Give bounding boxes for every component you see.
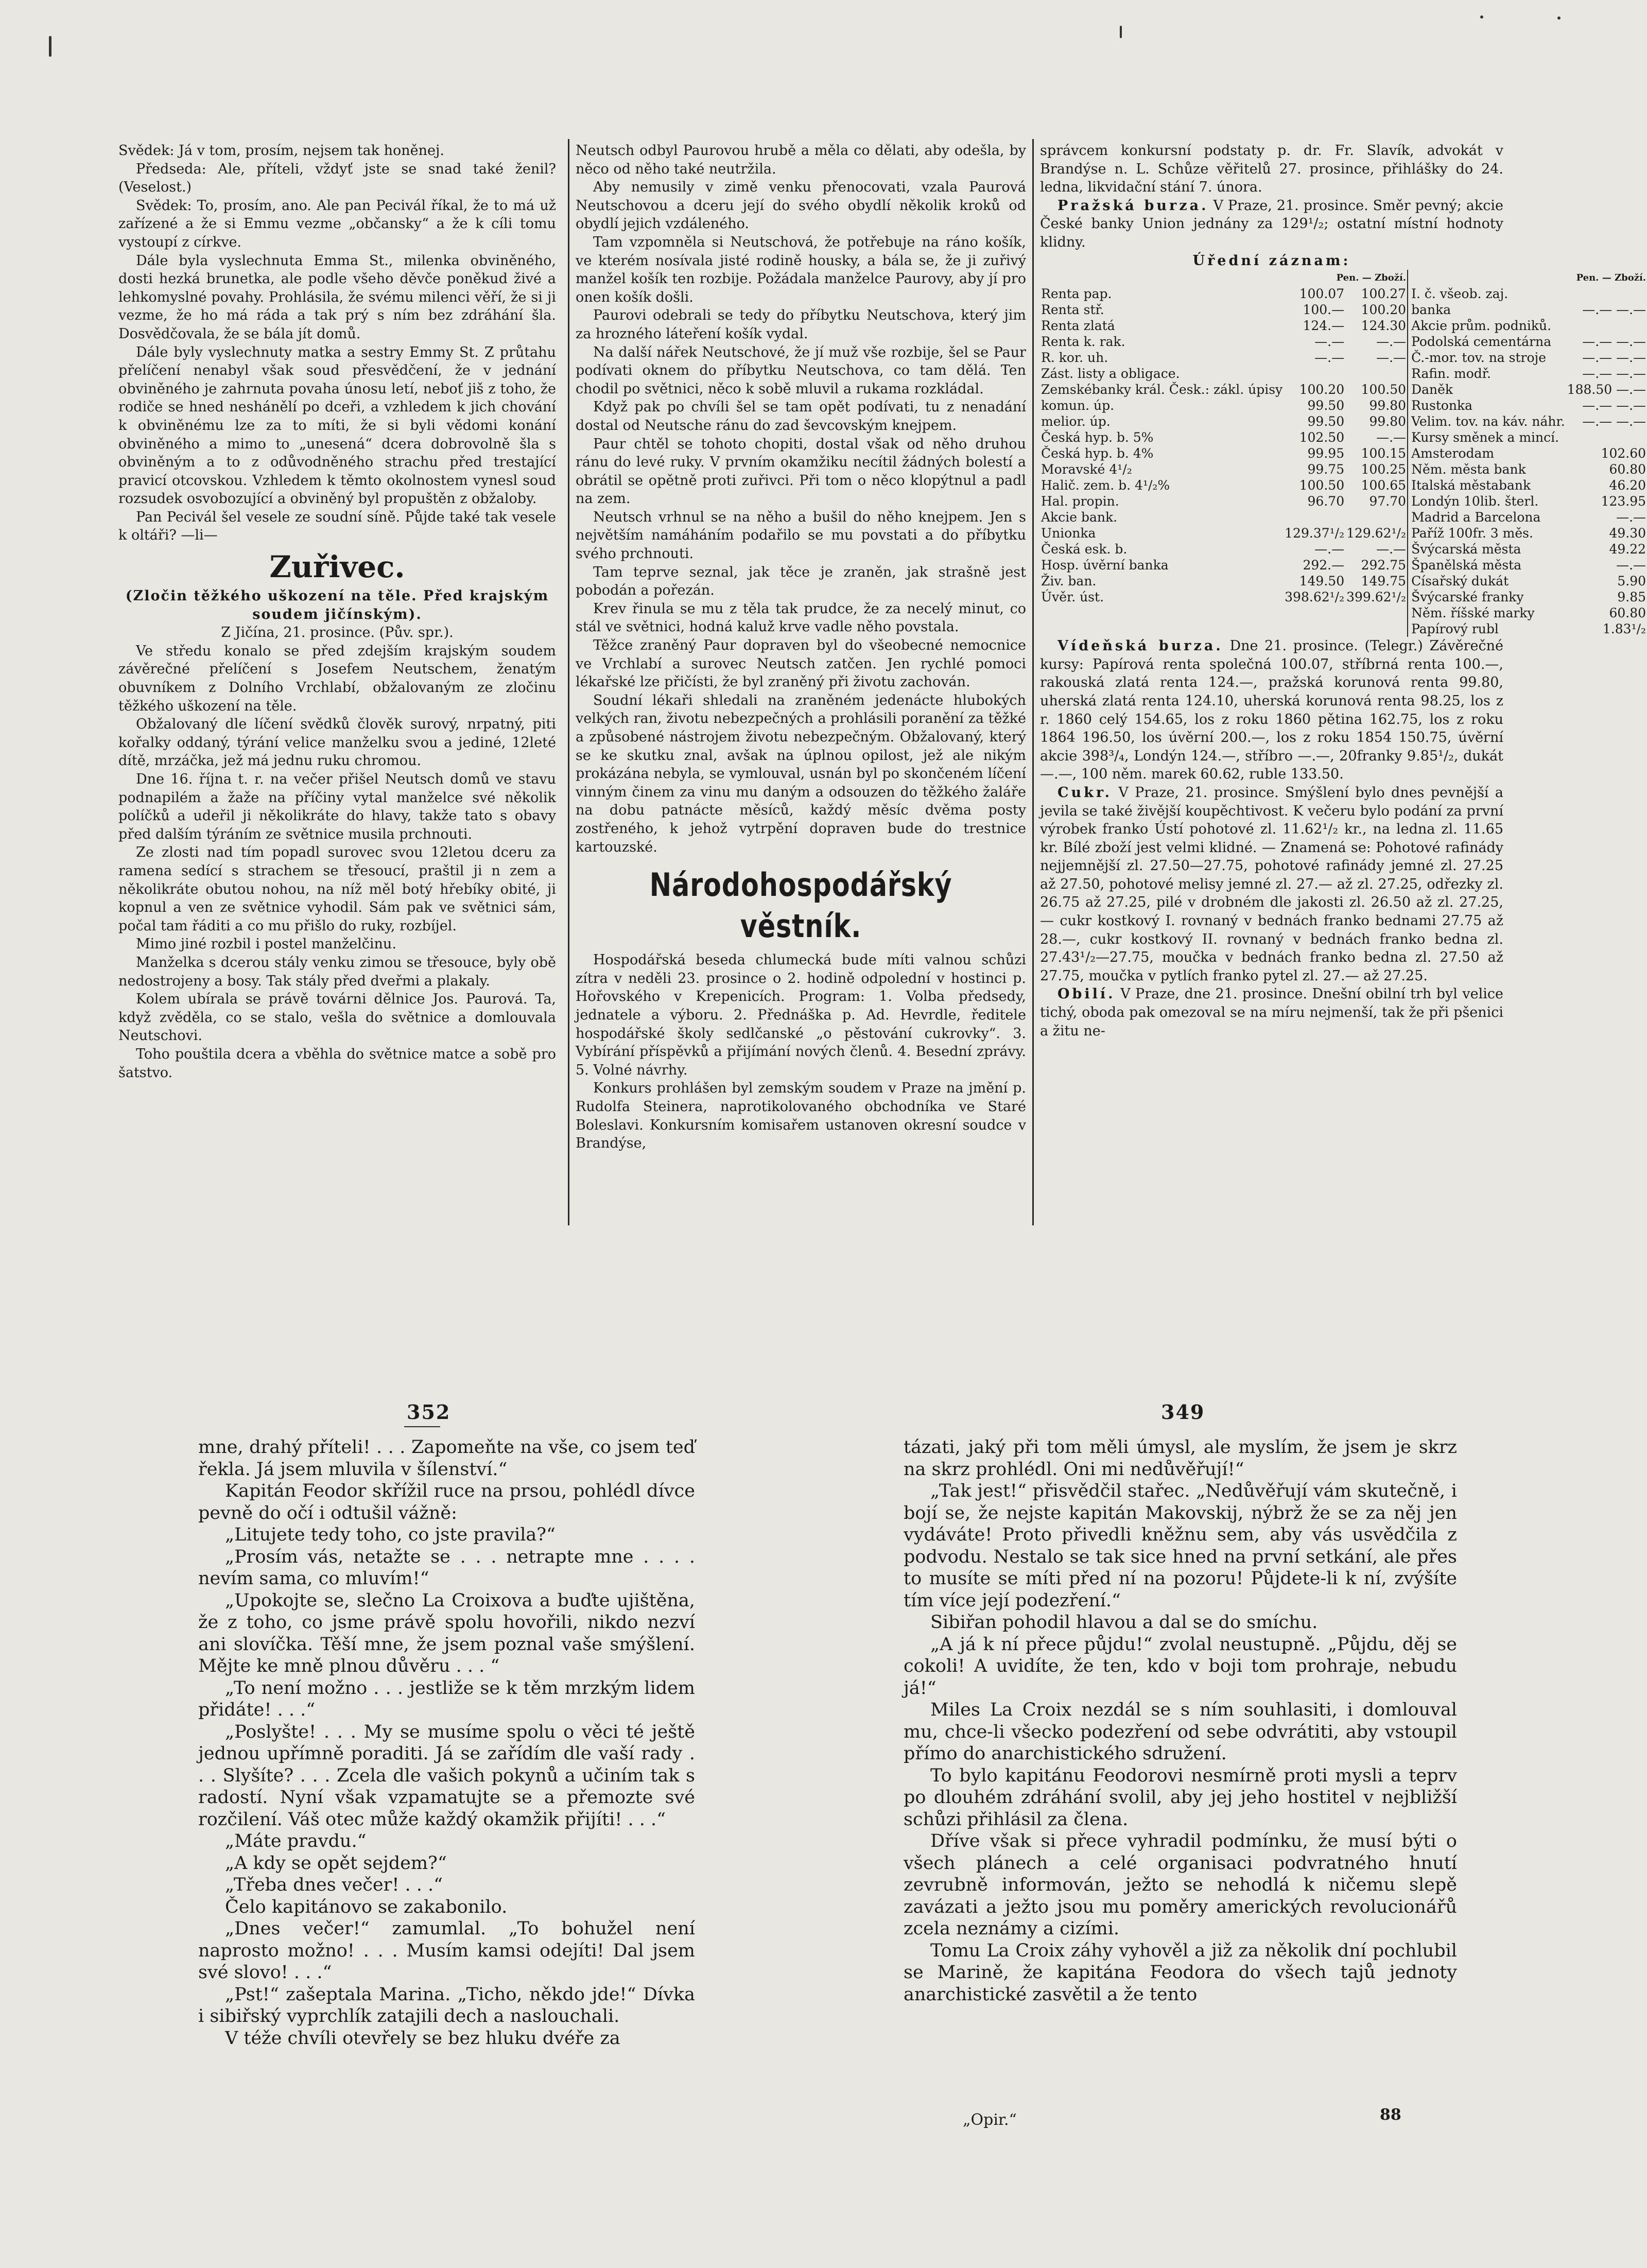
paragraph: Ve středu konalo se před zdejším krajským soudem závěrečné přelíčení s Josefem Neutschem, ženatým obuvníkem z Dolního Vrchlabí, obžalovaným ze zločinu těžkého uškození na těle. bbox=[118, 643, 556, 714]
paragraph: Svědek: Já v tom, prosím, nejsem tak honěnej. bbox=[118, 143, 444, 159]
table-cell: 99.80 bbox=[1369, 414, 1407, 429]
court-witness-section bbox=[118, 142, 556, 545]
table-cell: 46.20 bbox=[1609, 478, 1646, 493]
table-row bbox=[1040, 573, 1647, 589]
table-cell: Zemskébanky král. Česk.: zákl. úpisy bbox=[1041, 382, 1283, 397]
table-cell: Císařský dukát bbox=[1408, 573, 1566, 589]
table-cell: 49.30 bbox=[1609, 526, 1646, 541]
paragraph: správcem konkursní podstaty p. dr. Fr. Slavík, advokát v Brandýse n. L. Schůze věřitelů 27. prosince, přihlášky do 24. ledna, likvidační stání 7. února. bbox=[1040, 143, 1503, 196]
table-cell: Renta k. rak. bbox=[1041, 334, 1125, 350]
table-cell: 99.50 bbox=[1307, 414, 1345, 429]
page-number-underline bbox=[404, 1426, 440, 1427]
table-row bbox=[1040, 445, 1647, 461]
paragraph: Svědek: To, prosím, ano. Ale pan Pecivál říkal, že to má už zařízené a že si Emmu vezme „občansky“ a že k cíli tomu vystoupí z církve. bbox=[118, 197, 556, 250]
table-cell: Úvěr. úst. bbox=[1041, 590, 1104, 605]
table-header-row bbox=[1040, 270, 1647, 286]
page-number-left: 352 bbox=[407, 1400, 451, 1424]
table-row bbox=[1040, 621, 1647, 637]
table-cell: 188.50 —.— bbox=[1567, 382, 1646, 397]
paragraph: Když pak po chvíli šel se tam opět podívati, tu z nenadání dostal od Neutsche ránu do zad ševcovským knejpem. bbox=[576, 399, 1026, 434]
table-cell: Akcie prům. podniků. bbox=[1408, 318, 1566, 334]
table-cell: —.— bbox=[1376, 350, 1407, 366]
table-cell bbox=[1345, 509, 1408, 525]
paragraph: Soudní lékaři shledali na zraněném jedenácte hlubokých velkých ran, životu nebezpečných a prohlásili poranění za těžké a způsobené nástrojem životu nebezpečným. Obžalovaný, který se ke skutku znal, avšak na úplnou opilost, jež ale nikým prokázána nebyla, se vymlouval, usnán byl po skončeném líčení vinným činem za vinu mu daným a odsouzen do těžkého žaláře na dobu patnácte měsíců, každý měsíc dvěma posty zostřeného, k jehož vytrpění dopraven bude do trestnice kartouzské. bbox=[576, 692, 1026, 855]
subsection-heading: Úřední záznam: bbox=[1192, 252, 1351, 269]
table-cell: —.— bbox=[1314, 350, 1345, 366]
table-row bbox=[1040, 286, 1647, 302]
paragraph: Dále byly vyslechnuty matka a sestry Emmy St. Z průtahu přelíčení nenabyl však soud přesvědčení, že v jednání obviněného je zahrnuta povaha únosu letí, neboť jiš z toho, že rodiče se hned neshánělí po dceři, a vzhledem k jich chování k obviněnému lze za to míti, že si byli vědomi konání obviněného a mimo to „unesená“ dcera dobrovolně šla s obviněným a to z odůvodněného strachu před trestající pravicí otcovskou. Vzhledem k těmto okolnostem vynesl soud rozsudek osvobozující a obviněný byl propuštěn z obžaloby. bbox=[118, 344, 556, 507]
table-cell: 100.25 bbox=[1361, 462, 1407, 477]
table-row bbox=[1040, 350, 1647, 366]
table-cell: 129.37¹/₂ bbox=[1285, 526, 1345, 541]
paragraph: Dne 16. října t. r. na večer přišel Neutsch domů ve stavu podnapilém a žaže na příčiny vytal manželce své několik políčků a udeřil ji několikráte do hlavy, takže tato s obavy před dalším týráním ze světnice musila prchnouti. bbox=[118, 771, 556, 842]
story-left-column bbox=[198, 1436, 695, 2152]
table-cell: Podolská cementárna bbox=[1408, 334, 1566, 350]
paragraph: Konkurs prohlášen byl zemským soudem v Praze na jmění p. Rudolfa Steinera, naprotikolovaného obchodníka ve Staré Boleslavi. Konkursním komisařem ustanoven okresní soudce v Brandýse, bbox=[576, 1080, 1026, 1152]
table-cell: 60.80 bbox=[1609, 605, 1646, 621]
paragraph: Sibiřan pohodil hlavou a dal se do smíchu. bbox=[930, 1612, 1318, 1633]
table-cell bbox=[1284, 621, 1345, 637]
dateline: Z Jičína, 21. prosince. (Pův. spr.). bbox=[221, 625, 454, 641]
table-cell: 292.— bbox=[1303, 558, 1345, 573]
table-cell: 149.50 bbox=[1299, 574, 1345, 589]
table-cell: Amsterodam bbox=[1408, 445, 1566, 461]
table-cell: Akcie bank. bbox=[1041, 510, 1118, 525]
table-cell: —.— bbox=[1314, 334, 1345, 350]
page-number-right: 349 bbox=[1161, 1400, 1205, 1424]
table-cell: 97.70 bbox=[1369, 494, 1407, 509]
table-row bbox=[1040, 334, 1647, 350]
table-row bbox=[1040, 525, 1647, 541]
table-cell: Renta stř. bbox=[1041, 302, 1104, 318]
table-cell: Halič. zem. b. 4¹/₂% bbox=[1041, 478, 1170, 493]
table-cell: 399.62¹/₂ bbox=[1346, 590, 1407, 605]
table-cell bbox=[1566, 429, 1647, 445]
subsection-heading: Obilí. bbox=[1057, 986, 1116, 1002]
table-row bbox=[1040, 461, 1647, 477]
subsection-heading: Pražská burza. bbox=[1057, 197, 1209, 214]
table-cell: —.— —.— bbox=[1582, 334, 1646, 350]
table-cell: —.— —.— bbox=[1582, 302, 1646, 318]
table-cell bbox=[1345, 366, 1408, 382]
article-heading: Zuřivec. bbox=[269, 549, 405, 585]
paragraph: Tam teprve seznal, jak těce je zraněn, jak strašně jest pobodán a pořezán. bbox=[576, 564, 1026, 599]
table-cell: Unionka bbox=[1041, 526, 1096, 541]
table-cell: Londýn 10lib. šterl. bbox=[1408, 493, 1566, 509]
table-cell bbox=[1345, 621, 1408, 637]
table-cell bbox=[1284, 605, 1345, 621]
paragraph: Těžce zraněný Paur dopraven byl do všeobecné nemocnice ve Vrchlabí a surovec Neutsch zatčen. Jen rychlé pomoci lékařské lze přičísti, že byl zraněný při životu zachován. bbox=[576, 637, 1026, 690]
table-row bbox=[1040, 429, 1647, 445]
table-cell: —.— bbox=[1616, 510, 1646, 525]
table-cell bbox=[1345, 605, 1408, 621]
table-cell bbox=[1040, 621, 1284, 637]
paragraph: „Dnes večer!“ zamumlal. „To bohužel není naprosto možno! . . . Musím kamsi odejíti! Dal jsem své slovo! . . .“ bbox=[198, 1918, 695, 1983]
table-cell: 100.20 bbox=[1299, 382, 1345, 397]
table-cell: 100.07 bbox=[1299, 286, 1345, 302]
table-row bbox=[1040, 541, 1647, 557]
table-cell: Živ. ban. bbox=[1041, 574, 1097, 589]
table-row bbox=[1040, 413, 1647, 429]
zurivec-article bbox=[118, 642, 556, 1082]
paragraph: Pan Pecivál šel vesele ze soudní síně. Půjde také tak vesele k oltáři? —li— bbox=[118, 509, 556, 544]
table-cell: Česká hyp. b. 4% bbox=[1041, 446, 1154, 461]
table-cell: 100.15 bbox=[1361, 446, 1407, 461]
table-cell: 292.75 bbox=[1361, 558, 1407, 573]
table-cell: Rafin. modř. bbox=[1408, 366, 1566, 382]
paragraph: „Tak jest!“ přisvědčil stařec. „Nedůvěřují vám skutečně, i bojí se, že nejste kapitán Makovskij, nýbrž že se za něj jen vydáváte! Proto přivedli kněžnu sem, aby vás usvědčila z podvodu. Nestalo se tak sice hned na první setkání, ale přes to musíte se míti před ní na pozoru! Půjdete-li k ní, zvýšíte tím více její podezření.“ bbox=[904, 1481, 1457, 1611]
paragraph: Kolem ubírala se právě továrni dělnice Jos. Paurová. Ta, když zvěděla, co se stalo, vešla do světnice a domlouvala Neutschovi. bbox=[118, 991, 556, 1044]
table-cell: Česká esk. b. bbox=[1041, 542, 1128, 557]
table-cell: 102.50 bbox=[1299, 430, 1345, 445]
subsection-heading: Vídeňská burza. bbox=[1057, 638, 1223, 654]
paragraph: Neutsch vrhnul se na něho a bušil do něho knejpem. Jen s největším namáháním podařilo se mu povstati a do příbytku svého prchnouti. bbox=[576, 509, 1026, 562]
table-cell: 99.50 bbox=[1307, 398, 1345, 413]
paragraph: „A já k ní přece půjdu!“ zvolal neustupně. „Půjdu, děj se cokoli! A uvidíte, že ten, kdo v boji tom prohraje, nebudu já!“ bbox=[904, 1634, 1457, 1699]
paragraph: Dříve však si přece vyhradil podmínku, že musí býti o všech plánech a celé organisaci podvratného hnutí zevrubně informován, ježto se nehodlá k ničemu slepě zavázati a ježto jsou mu poměry amerických revolucionářů zcela neznámy a cizími. bbox=[904, 1831, 1457, 1939]
table-cell: Španělská města bbox=[1408, 557, 1566, 573]
table-row bbox=[1040, 477, 1647, 493]
table-row bbox=[1040, 557, 1647, 573]
table-cell: Renta zlatá bbox=[1041, 318, 1115, 334]
table-cell: 100.20 bbox=[1361, 302, 1407, 318]
paragraph: Paur chtěl se tohoto chopiti, dostal však od něho druhou ránu do levé ruky. V prvním okamžiku necítil žádných bolestí a obrátil se opětně proti zuřivci. Při tom o něco klopýtnul a padl na zem. bbox=[576, 436, 1026, 507]
paragraph: „A kdy se opět sejdem?“ bbox=[225, 1853, 447, 1874]
table-cell: Papírový rubl bbox=[1408, 621, 1566, 637]
table-row bbox=[1040, 605, 1647, 621]
table-cell: Renta pap. bbox=[1041, 286, 1112, 302]
table-cell: Česká hyp. b. 5% bbox=[1041, 430, 1154, 445]
table-cell: —.— —.— bbox=[1582, 398, 1646, 413]
paragraph: To bylo kapitánu Feodorovi nesmírně proti mysli a teprv po dlouhém zdráhání svolil, aby jej jeho hostitel v nejbližší schůzi přihlásil za člena. bbox=[904, 1765, 1457, 1830]
table-cell: 99.95 bbox=[1307, 446, 1345, 461]
table-cell: Hosp. úvěrní banka bbox=[1041, 558, 1169, 573]
table-cell bbox=[1566, 318, 1647, 334]
table-cell: Švýcarské franky bbox=[1408, 589, 1566, 605]
table-cell: Rustonka bbox=[1408, 397, 1566, 413]
table-cell: Madrid a Barcelona bbox=[1408, 509, 1566, 525]
table-cell: 149.75 bbox=[1361, 574, 1407, 589]
table-cell: Něm. města bank bbox=[1408, 461, 1566, 477]
table-cell: 49.22 bbox=[1609, 542, 1646, 557]
paragraph: „Pst!“ zašeptala Marina. „Ticho, někdo jde!“ Dívka i sibiřský vyprchlík zatajili dech a naslouchali. bbox=[198, 1984, 695, 2027]
sheet-number: 88 bbox=[1380, 2106, 1401, 2124]
paragraph: V Praze, 21. prosince. Smýšlení bylo dnes pevnější a jevila se také živější koupěchtivost. K večeru bylo podání za první výrobek franko Ústí pohotové zl. 11.62¹/₂ kr., na ledna zl. 11.65 kr. Bílé zboží jest velmi klidné. — Znamená se: Pohotové rafinády nejjemnější zl. 27.50—27.75, pohotové rafinády jemné zl. 27.25 až 27.50, pohotové melisy jemné zl. 27.— až zl. 27.25, odřezky zl. 26.75 až 27.25, pilé v drobném dle jakosti zl. 26.50 až zl. 27.25, — cukr kostkový I. rovnaný v bednách franko bednami 27.75 až 28.—, cukr kostkový II. rovnaný v bednách franko bedna zl. 27.43¹/₂—27.75, moučka v bednách franko bedna zl. 27.50 až 27.75, moučka v pytlích franko pytel zl. 27.— až 27.25. bbox=[1040, 784, 1503, 984]
paragraph: „Prosím vás, netažte se . . . netrapte mne . . . . nevím sama, co mluvím!“ bbox=[198, 1546, 695, 1589]
paragraph: Dne 21. prosince. (Telegr.) Závěrečné kursy: Papírová renta společná 100.07, stříbrná renta 100.—, rakouská zlatá renta 124.—, pražská korunová renta 99.80, uherská zlatá renta 124.10, uherská korunová renta 98.25, los z r. 1860 celý 154.65, los z roku 1860 pětina 162.75, los z roku 1864 196.50, los úvěrní 200.—, los z roku 1854 150.75, úvěrní akcie 398³/₄, Londýn 124.—, stříbro —.—, 20franky 9.85¹/₂, dukát —.—, 100 něm. marek 60.62, ruble 133.50. bbox=[1040, 638, 1503, 783]
table-cell bbox=[1284, 509, 1345, 525]
table-cell: R. kor. uh. bbox=[1041, 350, 1108, 366]
table-cell: 96.70 bbox=[1307, 494, 1345, 509]
table-cell bbox=[1566, 286, 1647, 302]
table-cell: Daněk bbox=[1408, 382, 1566, 397]
table-cell: Švýcarská města bbox=[1408, 541, 1566, 557]
paragraph: Miles La Croix nezdál se s ním souhlasiti, i domlouval mu, chce-li všecko podezření od sebe odvrátiti, aby vstoupil přímo do anarchistického sdružení. bbox=[904, 1700, 1457, 1764]
subsection-heading: Cukr. bbox=[1057, 784, 1112, 801]
paragraph: „To není možno . . . jestliže se k těm mrzkým lidem přidáte! . . .“ bbox=[198, 1677, 695, 1720]
column-header: Pen. — Zboží. bbox=[1336, 272, 1407, 284]
table-cell: Hal. propin. bbox=[1041, 494, 1119, 509]
paragraph: Neutsch odbyl Paurovou hrubě a měla co dělati, aby odešla, by něco od něho také neutržila. bbox=[576, 143, 1026, 177]
table-cell: melior. úp. bbox=[1041, 414, 1111, 429]
table-cell: Zást. listy a obligace. bbox=[1041, 366, 1180, 382]
story-signature: „Opir.“ bbox=[963, 2111, 1017, 2129]
paragraph: V Praze, 21. prosince. Směr pevný; akcie České banky Union jednány za 129¹/₂; ostatní místní hodnoty klidny. bbox=[1040, 197, 1503, 250]
table-cell: Paříž 100fr. 3 měs. bbox=[1408, 525, 1566, 541]
table-cell: banka bbox=[1408, 302, 1566, 318]
table-cell: 9.85 bbox=[1617, 590, 1646, 605]
paragraph: Paurovi odebrali se tedy do příbytku Neutschova, který jim za hrozného láteření košík vydal. bbox=[576, 307, 1026, 342]
table-cell: 100.27 bbox=[1361, 286, 1407, 302]
table-cell: 102.60 bbox=[1601, 446, 1646, 461]
paragraph: Na další nářek Neutschové, že jí muž vše rozbije, šel se Paur podívati oknem do příbytku Neutschova, co tam dělá. Ten chodil po světnici, něco k sobě mluvil a rukama rozkládal. bbox=[576, 344, 1026, 397]
table-cell: 100.50 bbox=[1299, 478, 1345, 493]
paragraph: „Upokojte se, slečno La Croixova a buďte ujištěna, že z toho, co jsme právě spolu hovořili, nikdo nezví ani slovíčka. Těší mne, že jsem poznal vaše smýšlení. Mějte ke mně plnou důvěru . . . “ bbox=[198, 1590, 695, 1676]
story-right-column bbox=[904, 1436, 1457, 2106]
table-cell: 1.83¹/₂ bbox=[1602, 621, 1646, 637]
paragraph: Ze zlosti nad tím popadl surovec svou 12letou dceru za ramena sedící s strachem se třesoucí, praštil ji n zem a několikráte obutou nohou, na níž měl botý hřebíky obité, ji kopnul a ven ze světnice vyhodil. Sám pak ve světnici sám, počal tam řáditi a co mu přišlo do ruky, rozbíjel. bbox=[118, 844, 556, 934]
table-cell: 123.95 bbox=[1601, 494, 1646, 509]
column-2 bbox=[576, 142, 1026, 1225]
table-cell bbox=[1284, 366, 1345, 382]
table-row bbox=[1040, 509, 1647, 525]
table-cell: —.— bbox=[1314, 542, 1345, 557]
table-cell bbox=[1040, 605, 1284, 621]
column-1 bbox=[118, 142, 556, 1225]
table-cell: —.— —.— bbox=[1582, 366, 1646, 382]
table-cell: —.— bbox=[1376, 542, 1407, 557]
table-row bbox=[1040, 589, 1647, 605]
table-row bbox=[1040, 397, 1647, 413]
table-cell: Kursy směnek a mincí. bbox=[1408, 429, 1566, 445]
table-cell: 124.30 bbox=[1361, 318, 1407, 334]
paragraph: tázati, jaký při tom měli úmysl, ale myslím, že jsem je skrz na skrz prohlédl. Oni mi nedůvěřují!“ bbox=[904, 1437, 1457, 1480]
table-cell: 99.75 bbox=[1307, 462, 1345, 477]
table-cell: 398.62¹/₂ bbox=[1285, 590, 1345, 605]
paragraph: Kapitán Feodor skřížil ruce na prsou, pohlédl dívce pevně do očí i odtušil vážně: bbox=[198, 1481, 695, 1523]
table-cell: komun. úp. bbox=[1041, 398, 1115, 413]
table-row bbox=[1040, 318, 1647, 334]
table-cell: I. č. všeob. zaj. bbox=[1408, 286, 1566, 302]
paragraph: Krev řinula se mu z těla tak prudce, že za necelý minut, co stál ve světnici, hodná kaluž krve vadle něho povstala. bbox=[576, 600, 1026, 635]
paragraph: Hospodářská beseda chlumecká bude míti valnou schůzi zítra v neděli 23. prosince o 2. hodině odpolední v hostinci p. Hořovského v Krepenicích. Program: 1. Volba předsedy, jednatele a výboru. 2. Přednáška p. Ad. Hevrdle, ředitele hospodářské školy sedlčanské „o pěstování cukrovky“. 3. Vybírání příspěvků a přijímání nových členů. 4. Besední zprávy. 5. Volné návrhy. bbox=[576, 952, 1026, 1078]
paragraph: Předseda: Ale, příteli, vždyť jste se snad také ženil? (Veselost.) bbox=[118, 161, 556, 196]
column-rule-1 bbox=[568, 139, 569, 1225]
table-cell: —.— —.— bbox=[1582, 414, 1646, 429]
table-cell: 60.80 bbox=[1609, 462, 1646, 477]
table-cell: Č.-mor. tov. na stroje bbox=[1408, 350, 1566, 366]
table-cell: 99.80 bbox=[1369, 398, 1407, 413]
section-title: Národohospodářský věstník. bbox=[649, 866, 952, 945]
table-cell: —.— bbox=[1376, 334, 1407, 350]
table-cell: Velim. tov. na káv. náhr. bbox=[1408, 413, 1566, 429]
paragraph: Tam vzpomněla si Neutschová, že potřebuje na ráno košík, ve kterém nosívala jisté rodině housky, a bála se, že ji zuřivý manžel košík ten rozbije. Požádala manželce Paurovy, aby jí pro onen košík došli. bbox=[576, 234, 1026, 305]
table-cell: 100.65 bbox=[1361, 478, 1407, 493]
paragraph: „Poslyšte! . . . My se musíme spolu o věci té ještě jednou upřímně poraditi. Já se zařídím dle vaší rady . . . Slyšíte? . . . Zcela dle vašich pokynů a učiním tak s radostí. Nyní však vzpamatujte se a přemozte své rozčilení. Váš otec může každý okamžik přijíti! . . .“ bbox=[198, 1721, 695, 1830]
paragraph: mne, drahý příteli! . . . Zapomeňte na vše, co jsem teď řekla. Já jsem mluvila v šílenství.“ bbox=[198, 1437, 695, 1480]
paragraph: „Máte pravdu.“ bbox=[225, 1831, 367, 1851]
article-subheading: (Zločin těžkého uškození na těle. Před krajským soudem jičínským). bbox=[125, 588, 549, 622]
table-row bbox=[1040, 493, 1647, 509]
table-row bbox=[1040, 382, 1647, 397]
paragraph: „Litujete tedy toho, co jste pravila?“ bbox=[225, 1525, 556, 1545]
paragraph: Mimo jiné rozbil i postel manželčinu. bbox=[136, 936, 396, 953]
rates-table bbox=[1040, 270, 1647, 637]
table-cell: Něm. říšské marky bbox=[1408, 605, 1566, 621]
table-cell: —.— bbox=[1616, 558, 1646, 573]
table-row bbox=[1040, 302, 1647, 318]
paragraph: V Praze, dne 21. prosince. Dnešní obilní trh byl velice tichý, oboda pak omezoval se na míru nejmenší, tak že při pšenici a žitu ne- bbox=[1040, 986, 1503, 1039]
paragraph: Čelo kapitánovo se zakabonilo. bbox=[225, 1896, 508, 1917]
table-cell: 5.90 bbox=[1617, 574, 1646, 589]
paragraph: Obžalovaný dle líčení svědků člověk surový, nrpatný, piti kořalky oddaný, týrání velice manželku svou a jediné, 12leté dítě, mrzáčka, jež má jednu ruku chromou. bbox=[118, 716, 556, 769]
paragraph: V téže chvíli otevřely se bez hluku dvéře za bbox=[225, 2028, 620, 2049]
column-rule-2 bbox=[1032, 139, 1034, 1225]
table-cell: 100.— bbox=[1303, 302, 1345, 318]
table-cell: 129.62¹/₂ bbox=[1346, 526, 1407, 541]
table-row bbox=[1040, 366, 1647, 382]
paragraph: Dále byla vyslechnuta Emma St., milenka obviněného, dosti hezká brunetka, ale podle všeho děvče poněkud živé a lehkomyslné povahy. Prohlásila, že svému milenci věří, že si ji vezme, že ho má ráda a tak prý s ním bez zdráhání šla. Dosvědčovala, že se bála jít domů. bbox=[118, 252, 556, 342]
table-cell: Italská městabank bbox=[1408, 477, 1566, 493]
table-cell: 100.50 bbox=[1361, 382, 1407, 397]
paragraph: Manželka s dcerou stály venku zimou se třesouce, byly obě nedostrojeny a bosy. Tak stály před dveřmi a plakaly. bbox=[118, 954, 556, 989]
table-cell: Moravské 4¹/₂ bbox=[1041, 462, 1132, 477]
paragraph: „Třeba dnes večer! . . .“ bbox=[225, 1875, 443, 1895]
paragraph: Toho pouštila dcera a vběhla do světnice matce a sobě pro šatstvo. bbox=[118, 1046, 556, 1081]
column-header: Pen. — Zboží. bbox=[1576, 272, 1646, 284]
table-cell: —.— —.— bbox=[1582, 350, 1646, 366]
table-cell: —.— bbox=[1376, 430, 1407, 445]
paragraph: Aby nemusily v zimě venku přenocovati, vzala Paurová Neutschovou a dceru její do svého obydlí několik kroků od obydlí jejich vzdáleného. bbox=[576, 179, 1026, 232]
column-3 bbox=[1040, 142, 1646, 1225]
table-cell: 124.— bbox=[1303, 318, 1345, 334]
paragraph: Tomu La Croix záhy vyhověl a již za několik dní pochlubil se Marině, že kapitána Feodora do všech tajů jednoty anarchistické zasvětil a že tento bbox=[904, 1940, 1457, 2005]
